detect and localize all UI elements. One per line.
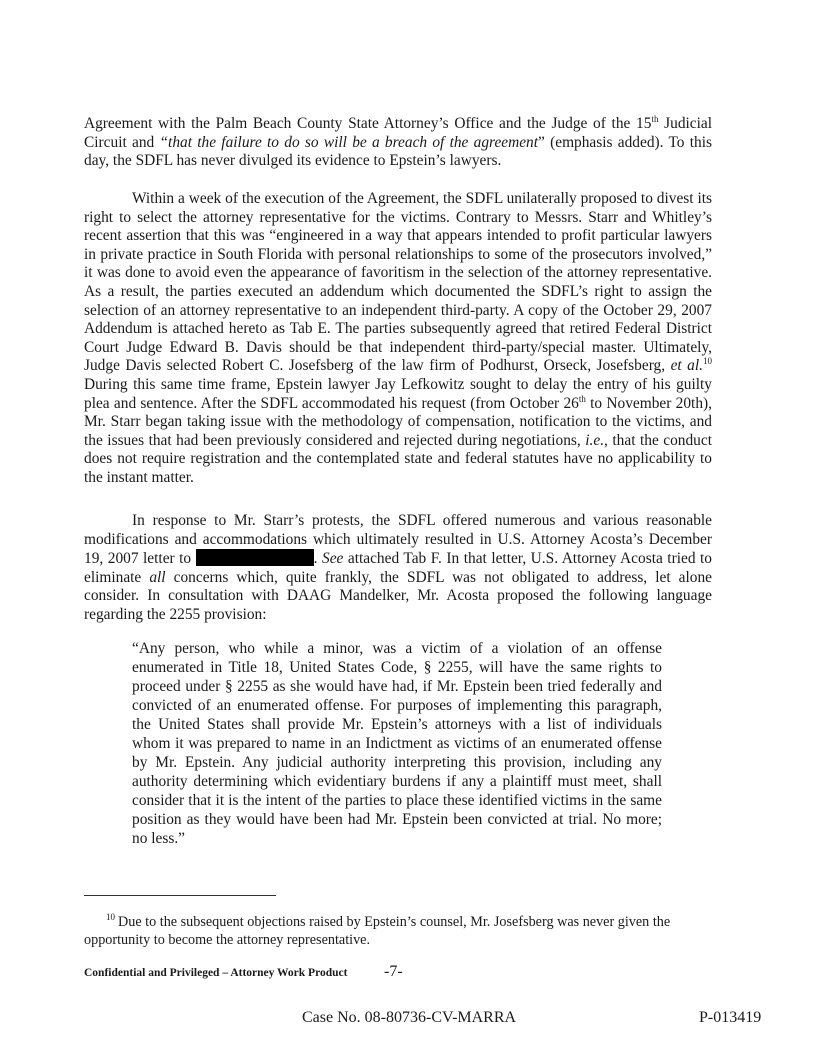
superscript: th bbox=[578, 393, 586, 404]
footnote-number: 10 bbox=[106, 912, 115, 922]
text: In response to Mr. Starr’s protests, the SDFL offered numerous and various reasonable modifications and accommodations which ultimately resulted in U.S. Attorney Acosta’s December 19, 2007 letter to bbox=[84, 512, 712, 568]
text: ” (emphasis added). To this day, the SDFL has never divulged its evidence to Epstein’s lawyers. bbox=[84, 133, 712, 170]
text: concerns which, quite frankly, the SDFL was not obligated to address, let alone consider. In consultation with DAAG Mandelker, Mr. Acosta proposed the following language regarding the 2255 provision: bbox=[84, 568, 712, 623]
italic-quote: “that the failure to do so will be a breach of the agreement bbox=[159, 133, 539, 151]
confidential-label: Confidential and Privileged – Attorney Work Product bbox=[84, 967, 348, 979]
italic-et-al: et al. bbox=[670, 357, 703, 375]
bates-number: P-013419 bbox=[699, 1009, 762, 1026]
footnote bbox=[84, 913, 712, 949]
superscript: th bbox=[651, 114, 659, 124]
page-number: -7- bbox=[384, 963, 403, 980]
text: Within a week of the execution of the Agreement, the SDFL unilaterally proposed to divest its right to select the attorney representative for the victims. Contrary to Messrs. Starr and Whitley’s recent assertion that this was “engineered in a way that appears intended to profit particular lawyers in private practice in South Florida with personal relationships to some of the prosecutors involved,” it was done to avoid even the appearance of favoritism in the selection of the attorney representative. As a result, the parties executed an addendum which documented the SDFL’s right to assign the selection of an attorney representative to an independent third-party. A copy of the October 29, 2007 Addendum is attached hereto as Tab E. The parties subsequently agreed that retired Federal District Court Judge Edward B. Davis should be that independent third-party/special master. Ultimately, Judge Davis selected Robert C. Josefsberg of the law firm of Podhurst, Orseck, Josefsberg, bbox=[84, 190, 712, 375]
text: , that the conduct does not require registration and the contemplated state and federal statutes have no applicability to the instant matter. bbox=[84, 431, 712, 486]
text: attached Tab F. In that letter, U.S. Attorney Acosta tried to eliminate bbox=[84, 550, 712, 586]
italic-all: all bbox=[149, 568, 166, 586]
paragraph-response bbox=[84, 512, 712, 625]
text: Agreement with the Palm Beach County State Attorney’s Office and the Judge of the 15 bbox=[84, 115, 652, 132]
footnote-text: Due to the subsequent objections raised by Epstein’s counsel, Mr. Josefsberg was never given the opportunity to become the attorney representative. bbox=[84, 914, 671, 948]
paragraph-continuation bbox=[84, 115, 712, 171]
text: to November 20th), Mr. Starr began taking issue with the methodology of compensation, notification to the victims, and the issues that had been previously considered and rejected during negotiations, bbox=[84, 394, 712, 449]
footnote-ref: 10 bbox=[703, 356, 712, 367]
case-number: Case No. 08-80736-CV-MARRA bbox=[302, 1009, 517, 1026]
redaction-box bbox=[196, 549, 314, 566]
footnote-divider bbox=[84, 895, 276, 896]
text: Judicial Circuit and bbox=[84, 115, 713, 151]
text: During this same time frame, Epstein lawyer Jay Lefkowitz sought to delay the entry of his guilty plea and sentence. After the SDFL accommodated his request (from October 26 bbox=[84, 375, 712, 412]
italic-ie: i.e. bbox=[585, 431, 605, 449]
italic-see: See bbox=[322, 550, 344, 568]
block-quote: “Any person, who while a minor, was a victim of a violation of an offense enumerated in Title 18, United States Code, § 2255, will have the same rights to proceed under § 2255 as she would have had, if Mr. Epstein been tried federally and convicted of an enumerated offense. For purposes of implementing this paragraph, the United States shall provide Mr. Epstein’s attorneys with a list of individuals whom it was prepared to name in an Indictment as victims of an enumerated offense by Mr. Epstein. Any judicial authority interpreting this provision, including any authority determining which evidentiary burdens if any a plaintiff must meet, shall consider that it is the intent of the parties to place these identified victims in the same position as they would have been had Mr. Epstein been convicted at trial. No more; no less.” bbox=[132, 640, 662, 847]
paragraph-addendum bbox=[84, 190, 712, 488]
text: . bbox=[313, 550, 322, 568]
